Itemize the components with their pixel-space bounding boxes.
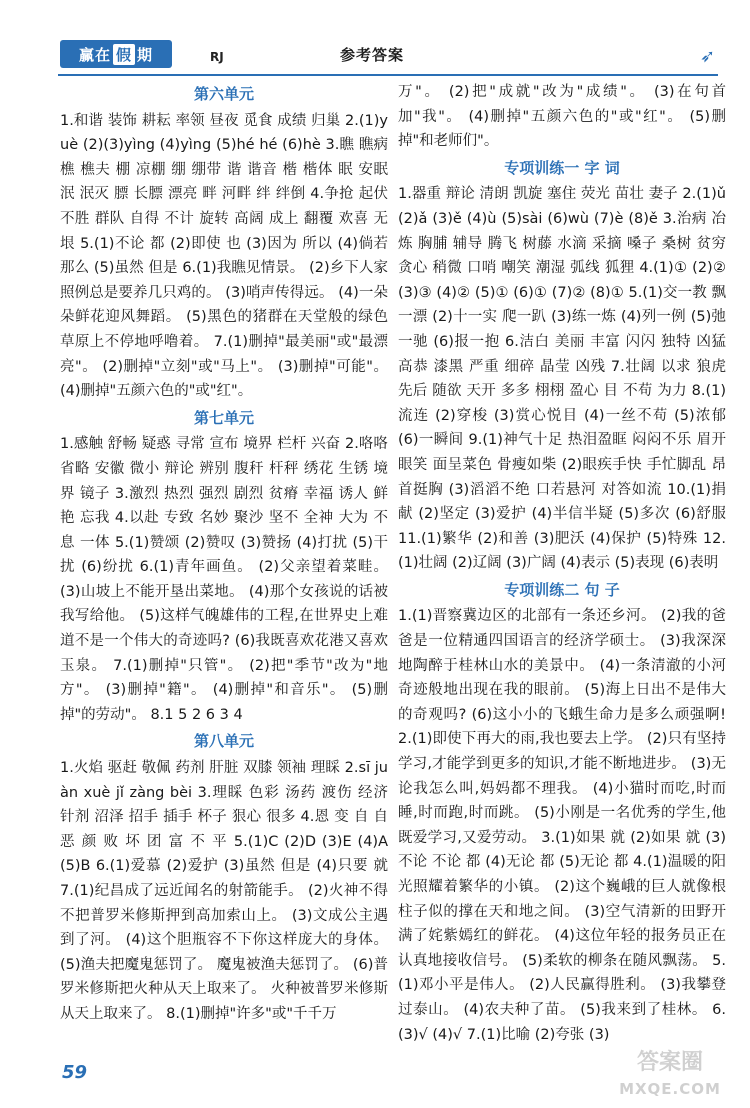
bird-icon: ➶ <box>700 46 716 67</box>
answers-unit-8: 1.火焰 驱赶 敬佩 药剂 肝脏 双膝 领袖 理睬 2.sī juàn xuè jǐ zàng bèi 3.理睬 色彩 汤药 渡伤 经济 针剂 沼泽 招手 插手 杯子 狠心 很多 4.恩 变 自 自 恶 颜 败 坏 团 富 不 平 5.(1)C (2)D (3)E (4)A (5)B 6.(1)爱慕 (2)爱护 (3)虽然 但是 (4)只要 就 7.(1)纪昌成了远近闻名的射箭能手。 (2)火神不得不把普罗米修斯押到高加索山上。 (3)文成公主遇到了河。 (4)这个胆瓶容不下你这样庞大的身体。 (5)渔夫把魔鬼惩罚了。 魔鬼被渔夫惩罚了。 (6)普罗米修斯把火种从天上取来了。 火种被普罗米修斯从天上取来了。 8.(1)删掉"许多"或"千千万 <box>60 760 388 1022</box>
page-title: 参考答案 <box>340 46 405 64</box>
left-column <box>60 80 388 1027</box>
section-title-sentences: 专项训练二 句 子 <box>504 580 620 599</box>
section-title-words: 专项训练一 字 词 <box>504 158 620 177</box>
section-title-unit-7: 第七单元 <box>193 408 254 427</box>
section-title-unit-6: 第六单元 <box>193 85 254 103</box>
answers-sentences: 1.(1)晋察冀边区的北部有一条还乡河。 (2)我的爸爸是一位精通四国语言的经济学硕士。 (3)我深深地陶醉于桂林山水的美景中。 (4)一条清澈的小河奇迹般地出现在我的眼前。 (5)海上日出不是伟大的奇观吗? (6)这小小的飞蛾生命力是多么顽强啊! 2.(1)即使下再大的雨,我也要去上学。 (2)只有坚持学习,才能学到更多的知识,才能不断地进步。 (3)无论我怎么叫,妈妈都不理我。 (4)小猫时而吃,时而睡,时而跑,时而跳。 (5)小刚是一名优秀的学生,他既爱学习,又爱劳动。 3.(1)如果 就 (2)如果 就 (3)不论 不论 都 (4)无论 都 (5)无论 都 4.(1)温暖的阳光照耀着繁华的小镇。 (2)这个巍峨的巨人就像根柱子似的撑在天和地之间。 (3)空气清新的田野开满了姹紫嫣红的鲜花。 (4)这位年轻的报务员正在认真地接收信号。 (5)柔软的柳条在随风飘荡。 5.(1)邓小平是伟人。 (2)人民赢得胜利。 (3)我攀登过泰山。 (4)农夫种了苗。 (5)我来到了桂林。 6.(3)√ (4)√ 7.(1)比喻 (2)夸张 (3) <box>398 608 726 1043</box>
answers-unit-6: 1.和谐 装饰 耕耘 率领 昼夜 觅食 成绩 归巢 2.(1)yuè (2)(3)yìng (4)yìng (5)hé hé (6)hè 3.瞧 瞧病 樵 樵夫 棚 凉棚 绷 绷带 谐 谐音 楷 楷体 眠 安眠 泯 泯灭 膘 长膘 漂亮 畔 河畔 绊 绊倒 4.争抢 起伏 不胜 群队 自得 不计 旋转 高阔 成上 翻覆 欢喜 无垠 5.(1)不论 都 (2)即使 也 (3)因为 所以 (4)倘若 那么 (5)虽然 但是 6.(1)我瞧见情景。 (2)乡下人家照例总是要养几只鸡的。 (3)哨声传得远。 (4)一朵朵鲜花迎风舞蹈。 (5)黑色的猪群在天堂般的绿色草原上不停地呼噜着。 7.(1)删掉"最美丽"或"最漂亮"。 (2)删掉"立刻"或"马上"。 (3)删掉"可能"。 (4)删掉"五颜六色的"或"红"。 <box>60 112 388 400</box>
logo-pre: 赢在 <box>78 45 111 64</box>
logo-boxed-char: 假 <box>113 44 135 65</box>
page-number: 59 <box>62 1062 88 1083</box>
header-rule <box>58 74 718 76</box>
answers-continued: 万"。 (2)把"成就"改为"成绩"。 (3)在句首加"我"。 (4)删掉"五颜六色的"或"红"。 (5)删掉"和老师们"。 <box>398 84 726 150</box>
book-logo <box>60 40 172 68</box>
logo-post: 期 <box>137 45 154 64</box>
right-column <box>398 80 726 1047</box>
page-header <box>0 0 750 72</box>
answers-unit-7: 1.感触 舒畅 疑惑 寻常 宣布 境界 栏杆 兴奋 2.咯咯 省略 安徽 微小 辩论 辨别 腹秆 杆秤 绣花 生锈 境界 镜子 3.激烈 热烈 强烈 剧烈 贫瘠 幸福 诱人 鲜艳 忘我 4.以赴 专致 名妙 聚沙 坚不 全神 大为 不息 一体 5.(1)赞颂 (2)赞叹 (3)赞扬 (4)打扰 (5)干扰 (6)纷扰 6.(1)青年画鱼。 (2)父亲望着菜畦。 (3)山坡上不能开垦出菜地。 (4)那个女孩说的话被我写给他。 (5)这样气魄雄伟的工程,在世界史上难道不是一个伟大的奇迹吗? (6)我既喜欢花港又喜欢玉泉。 7.(1)删掉"只管"。 (2)把"季节"改为"地方"。 (3)删掉"籍"。 (4)删掉"和音乐"。 (5)删掉"的劳动"。 8.1 5 2 6 3 4 <box>60 436 388 723</box>
watermark-sub: MXQE.COM <box>619 1080 721 1098</box>
answers-words: 1.器重 辩论 清朗 凯旋 塞住 荧光 苗壮 妻子 2.(1)ǔ (2)ǎ (3)ě (4)ù (5)sài (6)wù (7)è (8)ě 3.治病 冶炼 胸脯 辅导 腾飞 树藤 水滴 采摘 嗓子 桑树 贫穷 贪心 稍微 口哨 嘲笑 潮湿 弧线 狐狸 4.(1)① (2)② (3)③ (4)② (5)① (6)① (7)② (8)① 5.(1)交一教 飘一漂 (2)十一实 爬一趴 (3)练一炼 (4)列一例 (5)弛一驰 (6)报一抱 6.洁白 美丽 丰富 闪闪 独特 凶猛 高恭 漆黑 严重 细碎 晶莹 凶残 7.壮阔 以求 狼虎 先后 随欲 天开 多多 栩栩 盈心 目 不苟 为力 8.(1)流连 (2)穿梭 (3)赏心悦目 (4)一丝不苟 (5)浓郁 (6)一瞬间 9.(1)神气十足 热泪盈眶 闷闷不乐 眉开眼笑 面呈菜色 骨瘦如柴 (2)眼疾手快 手忙脚乱 昂首挺胸 (3)滔滔不绝 口若悬河 对答如流 10.(1)捐献 (2)坚定 (3)爱护 (4)半信半疑 (5)多次 (6)舒服 11.(1)繁华 (2)和善 (3)肥沃 (4)保护 (5)特殊 12.(1)壮阔 (2)辽阔 (3)广阔 (4)表示 (5)表现 (6)表明 <box>398 186 726 572</box>
edition-label: RJ <box>210 50 224 64</box>
watermark-logo <box>600 1050 740 1102</box>
section-title-unit-8: 第八单元 <box>193 732 254 751</box>
watermark-main: 答案圈 <box>636 1050 703 1075</box>
